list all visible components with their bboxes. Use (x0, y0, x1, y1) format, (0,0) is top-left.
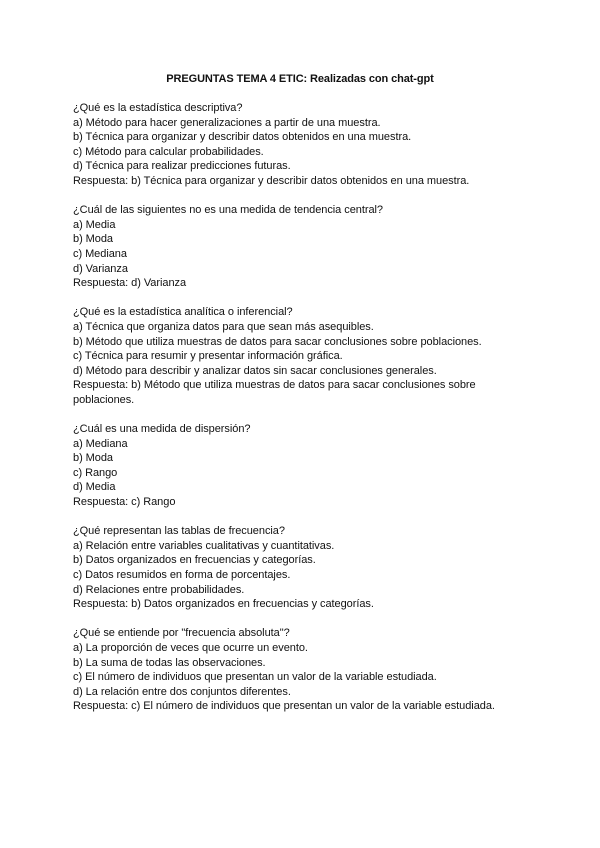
option-c: c) El número de individuos que presentan un valor de la variable estudiada. (73, 671, 437, 684)
question-text: ¿Qué se entiende por "frecuencia absoluta"? (73, 627, 290, 640)
option-b: b) Técnica para organizar y describir datos obtenidos en una muestra. (73, 131, 412, 144)
answer-text: Respuesta: c) El número de individuos que presentan un valor de la variable estudiada. (73, 700, 495, 713)
option-c: c) Rango (73, 466, 118, 479)
option-c: c) Método para calcular probabilidades. (73, 145, 264, 158)
option-b: b) Moda (73, 452, 114, 465)
question-block (73, 203, 528, 291)
option-b: b) Método que utiliza muestras de datos para sacar conclusiones sobre poblaciones. (73, 335, 482, 348)
question-block (73, 101, 528, 189)
option-a: a) Técnica que organiza datos para que sean más asequibles. (73, 320, 374, 333)
option-d: d) Varianza (73, 262, 128, 275)
option-a: a) Relación entre variables cualitativas y cuantitativas. (73, 539, 335, 552)
option-d: d) Técnica para realizar predicciones futuras. (73, 160, 291, 173)
answer-text: Respuesta: c) Rango (73, 496, 176, 509)
answer-text: Respuesta: d) Varianza (73, 277, 187, 290)
document-title: PREGUNTAS TEMA 4 ETIC: Realizadas con chat-gpt (166, 73, 434, 85)
option-a: a) Mediana (73, 437, 128, 450)
answer-text: Respuesta: b) Método que utiliza muestras de datos para sacar conclusiones sobre poblaciones. (73, 379, 476, 406)
option-b: b) Datos organizados en frecuencias y categorías. (73, 554, 316, 567)
option-d: d) Relaciones entre probabilidades. (73, 583, 245, 596)
question-block (73, 626, 528, 714)
question-text: ¿Cuál es una medida de dispersión? (73, 423, 251, 436)
option-a: a) Método para hacer generalizaciones a partir de una muestra. (73, 116, 381, 129)
question-block (73, 305, 528, 407)
question-text: ¿Cuál de las siguientes no es una medida de tendencia central? (73, 204, 383, 217)
answer-text: Respuesta: b) Datos organizados en frecuencias y categorías. (73, 598, 374, 611)
question-block (73, 524, 528, 612)
option-c: c) Técnica para resumir y presentar información gráfica. (73, 350, 343, 363)
question-text: ¿Qué representan las tablas de frecuencia? (73, 525, 285, 538)
question-block (73, 422, 528, 510)
option-d: d) Media (73, 481, 116, 494)
option-b: b) Moda (73, 233, 114, 246)
option-a: a) Media (73, 218, 116, 231)
option-a: a) La proporción de veces que ocurre un evento. (73, 641, 308, 654)
option-c: c) Datos resumidos en forma de porcentajes. (73, 569, 291, 581)
question-text: ¿Qué es la estadística descriptiva? (73, 102, 243, 114)
questions-list (73, 101, 528, 729)
answer-text: Respuesta: b) Técnica para organizar y describir datos obtenidos en una muestra. (73, 174, 470, 187)
option-d: d) Método para describir y analizar datos sin sacar conclusiones generales. (73, 364, 437, 377)
option-b: b) La suma de todas las observaciones. (73, 656, 266, 669)
option-d: d) La relación entre dos conjuntos diferentes. (73, 685, 291, 698)
option-c: c) Mediana (73, 247, 127, 260)
question-text: ¿Qué es la estadística analítica o inferencial? (73, 306, 293, 319)
